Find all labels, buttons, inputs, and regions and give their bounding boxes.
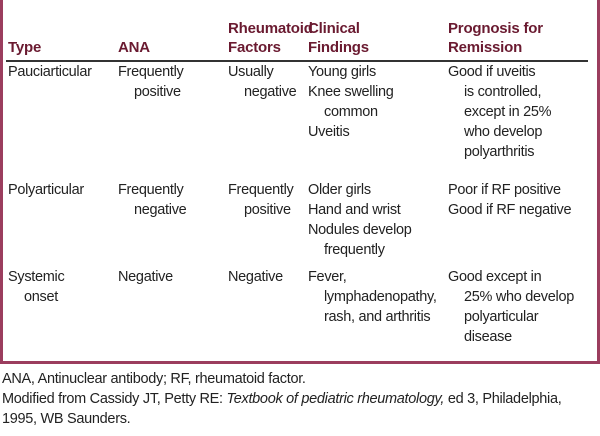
source-suffix: ed 3, Philadelphia, <box>444 391 562 407</box>
cell-type <box>8 267 64 307</box>
header-line: Clinical <box>308 20 360 37</box>
table-footnote <box>2 369 561 429</box>
cell-line: common <box>324 104 378 120</box>
header-type <box>8 38 41 57</box>
cell-line: Good except in <box>448 269 542 285</box>
cell-prognosis <box>448 62 551 162</box>
cell-line: Young girls <box>308 64 376 80</box>
cell-line: negative <box>134 202 187 218</box>
source-prefix: Modified from Cassidy JT, Petty RE: <box>2 391 227 407</box>
cell-prognosis <box>448 267 574 347</box>
cell-line: positive <box>134 84 181 100</box>
cell-ana <box>118 62 184 102</box>
cell-ana <box>118 267 173 287</box>
header-line: Remission <box>448 39 523 56</box>
cell-line: polyarthritis <box>464 144 535 160</box>
cell-line: Uveitis <box>308 124 350 140</box>
header-clinical-findings <box>308 19 369 57</box>
cell-line: disease <box>464 329 512 345</box>
cell-line: positive <box>244 202 291 218</box>
cell-line: Systemic <box>8 269 65 285</box>
cell-ana <box>118 180 186 220</box>
cell-line: Frequently <box>118 182 184 198</box>
cell-prognosis <box>448 180 571 220</box>
cell-rheumatoid-factors <box>228 267 283 287</box>
header-line: Rheumatoid <box>228 20 313 37</box>
cell-line: Negative <box>228 269 283 285</box>
cell-line: Fever, <box>308 269 347 285</box>
cell-line: Knee swelling <box>308 84 394 100</box>
header-line: Type <box>8 39 42 56</box>
source-title: Textbook of pediatric rheumatology, <box>226 391 445 407</box>
cell-line: Usually <box>228 64 274 80</box>
cell-line: Good if uveitis <box>448 64 536 80</box>
cell-line: lymphadenopathy, <box>324 289 437 305</box>
header-prognosis <box>448 19 543 57</box>
cell-line: polyarticular <box>464 309 539 325</box>
cell-rheumatoid-factors <box>228 62 296 102</box>
cell-clinical-findings <box>308 62 394 142</box>
cell-clinical-findings <box>308 180 412 260</box>
cell-line: frequently <box>324 242 385 258</box>
cell-line: Good if RF negative <box>448 202 572 218</box>
cell-line: Polyarticular <box>8 182 84 198</box>
source-note <box>2 389 561 409</box>
cell-line: Pauciarticular <box>8 64 92 80</box>
cell-line: Nodules develop <box>308 222 412 238</box>
header-line: Factors <box>228 39 281 56</box>
cell-line: is controlled, <box>464 84 542 100</box>
cell-clinical-findings <box>308 267 437 327</box>
cell-type <box>8 62 92 82</box>
cell-line: Frequently <box>118 64 184 80</box>
cell-line: 25% who develop <box>464 289 574 305</box>
header-line: ANA <box>118 39 150 56</box>
cell-line: who develop <box>464 124 543 140</box>
abbreviations-note: ANA, Antinuclear antibody; RF, rheumatoid factor. <box>2 371 306 387</box>
header-rheumatoid-factors <box>228 19 313 57</box>
cell-line: Older girls <box>308 182 371 198</box>
cell-line: except in 25% <box>464 104 552 120</box>
cell-line: negative <box>244 84 297 100</box>
cell-line: Poor if RF positive <box>448 182 561 198</box>
cell-rheumatoid-factors <box>228 180 294 220</box>
cell-line: Frequently <box>228 182 294 198</box>
cell-line: Negative <box>118 269 173 285</box>
source-note-line2: 1995, WB Saunders. <box>2 411 131 427</box>
header-ana <box>118 38 150 57</box>
cell-line: Hand and wrist <box>308 202 401 218</box>
cell-line: onset <box>24 289 58 305</box>
cell-type <box>8 180 84 200</box>
header-line: Findings <box>308 39 369 56</box>
cell-line: rash, and arthritis <box>324 309 431 325</box>
header-line: Prognosis for <box>448 20 543 37</box>
